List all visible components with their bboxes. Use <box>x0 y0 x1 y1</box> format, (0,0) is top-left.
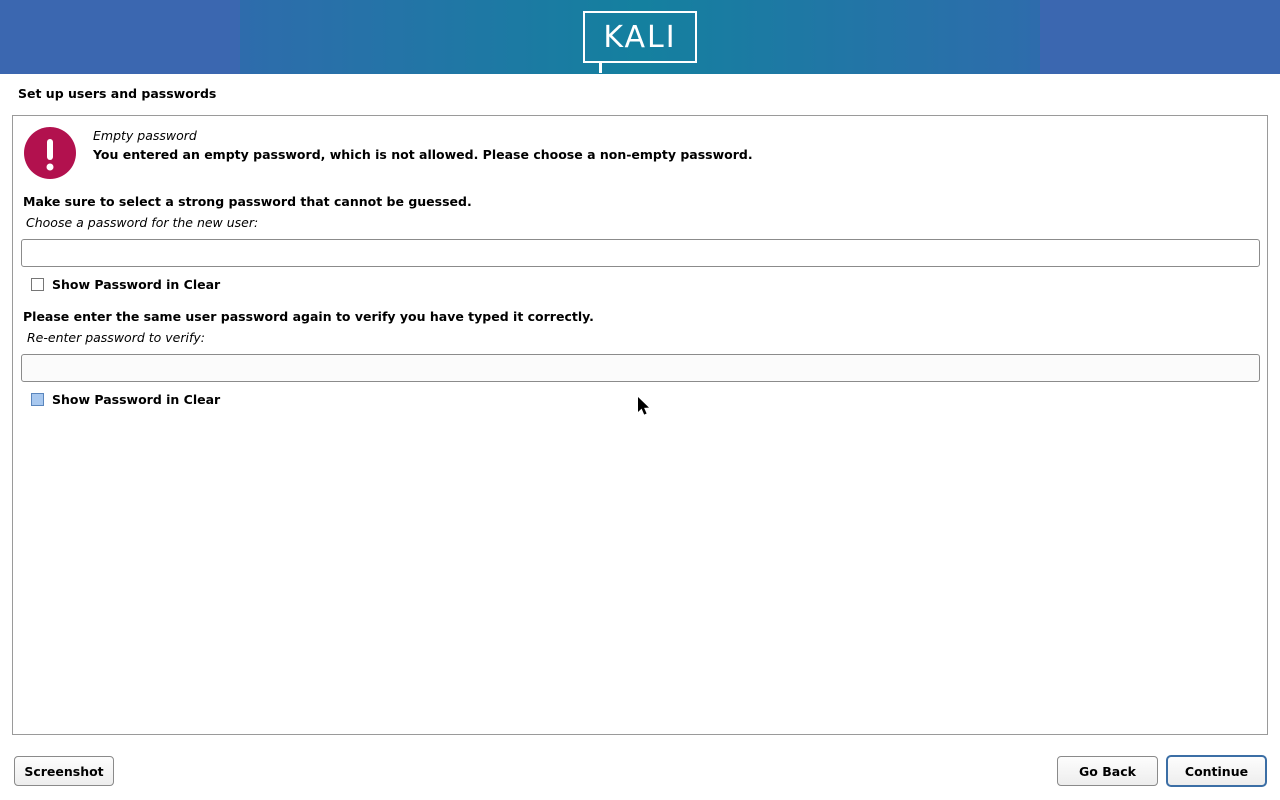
show-password-label-2[interactable]: Show Password in Clear <box>52 391 221 407</box>
error-message: You entered an empty password, which is not allowed. Please choose a non-empty password. <box>93 147 753 162</box>
installer-panel <box>12 115 1268 735</box>
kali-logo-text: KALI <box>603 19 677 55</box>
show-password-checkbox-row-1[interactable] <box>31 276 220 292</box>
go-back-button[interactable]: Go Back <box>1057 756 1158 786</box>
verify-field-label: Re-enter password to verify: <box>27 330 205 345</box>
verify-password-note: Please enter the same user password again to verify you have typed it correctly. <box>23 309 594 324</box>
strong-password-note: Make sure to select a strong password that cannot be guessed. <box>23 194 472 209</box>
show-password-checkbox-1[interactable] <box>31 278 44 291</box>
password-field-label: Choose a password for the new user: <box>26 215 259 230</box>
page-title: Set up users and passwords <box>18 86 217 101</box>
kali-logo-tail <box>599 62 602 73</box>
show-password-label-1[interactable]: Show Password in Clear <box>52 276 221 292</box>
error-title: Empty password <box>93 128 197 143</box>
password-input[interactable] <box>21 239 1260 267</box>
screenshot-button[interactable]: Screenshot <box>14 756 114 786</box>
continue-button[interactable]: Continue <box>1166 755 1267 787</box>
show-password-checkbox-2[interactable] <box>31 393 44 406</box>
verify-password-input[interactable] <box>21 354 1260 382</box>
show-password-checkbox-row-2[interactable] <box>31 391 220 407</box>
kali-banner <box>0 0 1280 74</box>
exclamation-icon <box>24 127 76 179</box>
kali-logo <box>583 11 697 63</box>
